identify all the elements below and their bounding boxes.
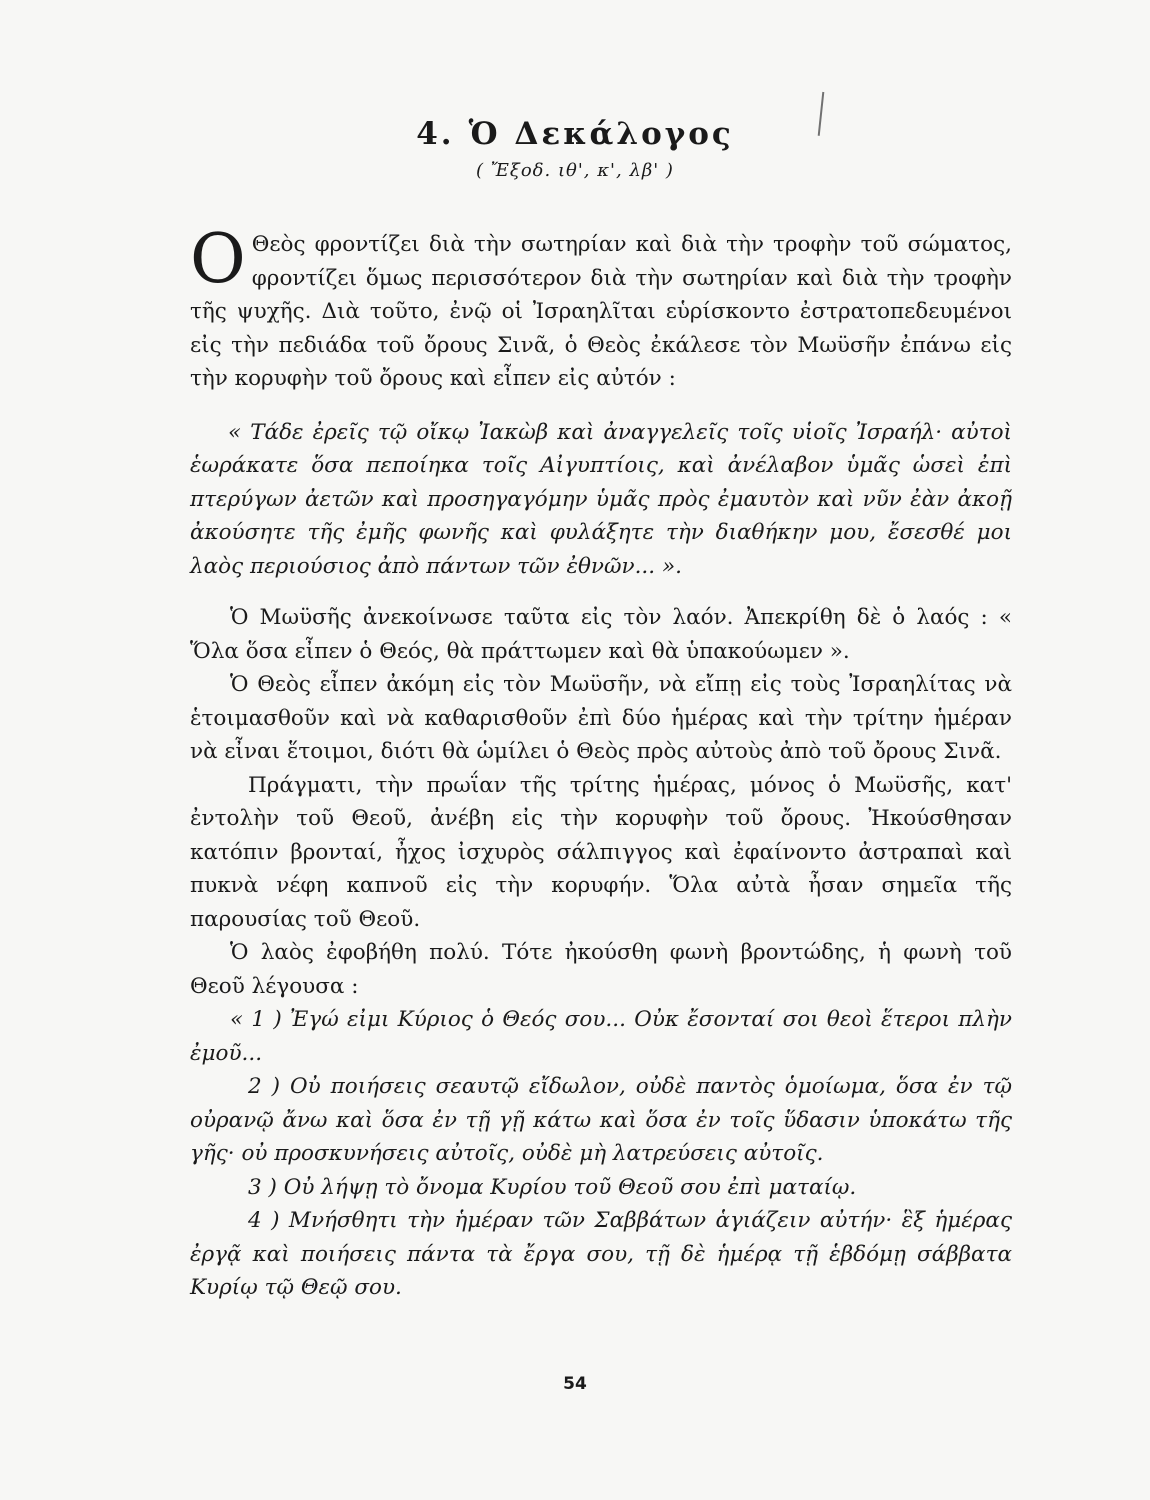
commandment-3: 3 ) Οὐ λήψῃ τὸ ὄνομα Κυρίου τοῦ Θεοῦ σου ἐπὶ ματαίῳ.: [248, 1174, 857, 1200]
paragraph-1: Ὁ Μωϋσῆς ἀνεκοίνωσε ταῦτα εἰς τὸν λαόν. Ἀπεκρίθη δὲ ὁ λαός : « Ὅλα ὅσα εἶπεν ὁ Θεός, θὰ πράττωμεν καὶ θὰ ὑπακούωμεν ».: [190, 605, 1012, 664]
paragraph-4: Ὁ λαὸς ἐφοβήθη πολύ. Τότε ἠκούσθη φωνὴ βροντώδης, ἡ φωνὴ τοῦ Θεοῦ λέγουσα :: [190, 940, 1012, 999]
body-text: [190, 220, 1012, 1305]
chapter-heading: [0, 116, 1150, 152]
drop-cap: Ο: [190, 220, 246, 299]
page-number: 54: [563, 1374, 587, 1394]
chapter-title: Ὁ Δεκάλογος: [468, 116, 734, 152]
paragraph-3: Πράγματι, τὴν πρωΐαν τῆς τρίτης ἡμέρας, μόνος ὁ Μωϋσῆς, κατ' ἐντολὴν τοῦ Θεοῦ, ἀνέβη εἰς τὴν κορυφὴν τοῦ ὄρους. Ἠκούσθησαν κατόπιν βρονταί, ἦχος ἰσχυρὸς σάλπιγγος καὶ ἐφαίνοντο ἀστραπαὶ καὶ πυκνὰ νέφη καπνοῦ εἰς τὴν κορυφήν. Ὅλα αὐτὰ ἦσαν σημεῖα τῆς παρουσίας τοῦ Θεοῦ.: [190, 772, 1012, 932]
commandment-2: 2 ) Οὐ ποιήσεις σεαυτῷ εἴδωλον, οὐδὲ παντὸς ὁμοίωμα, ὅσα ἐν τῷ οὐρανῷ ἄνω καὶ ὅσα ἐν τῇ γῇ κάτω καὶ ὅσα ἐν τοῖς ὕδασιν ὑποκάτω τῆς γῆς· οὐ προσκυνήσεις αὐτοῖς, οὐδὲ μὴ λατρεύσεις αὐτοῖς.: [190, 1074, 1012, 1166]
commandment-4: 4 ) Μνήσθητι τὴν ἡμέραν τῶν Σαββάτων ἁγιάζειν αὐτήν· ἓξ ἡμέρας ἐργᾷ καὶ ποιήσεις πάντα τὰ ἔργα σου, τῇ δὲ ἡμέρᾳ τῇ ἑβδόμῃ σάββατα Κυρίῳ τῷ Θεῷ σου.: [190, 1208, 1012, 1300]
quote-paragraph: « Τάδε ἐρεῖς τῷ οἴκῳ Ἰακὼβ καὶ ἀναγγελεῖς τοῖς υἱοῖς Ἰσραήλ· αὐτοὶ ἑωράκατε ὅσα πεποίηκα τοῖς Αἰγυπτίοις, καὶ ἀνέλαβον ὑμᾶς ὡσεὶ ἐπὶ πτερύγων ἀετῶν καὶ προσηγαγόμην ὑμᾶς πρὸς ἐμαυτὸν καὶ νῦν ἐὰν ἀκοῇ ἀκούσητε τῆς ἐμῆς φωνῆς καὶ φυλάξητε τὴν διαθήκην μου, ἔσεσθέ μοι λαὸς περιούσιος ἀπὸ πάντων τῶν ἐθνῶν... ».: [190, 419, 1012, 579]
intro-text: Θεὸς φροντίζει διὰ τὴν σωτηρίαν καὶ διὰ τὴν τροφὴν τοῦ σώματος, φροντίζει ὅμως περισσότερον διὰ τὴν σωτηρίαν καὶ διὰ τὴν τροφὴν τῆς ψυχῆς. Διὰ τοῦτο, ἐνῷ οἱ Ἰσραηλῖται εὑρίσκοντο ἐστρατοπεδευμένοι εἰς τὴν πεδιάδα τοῦ ὄρους Σινᾶ, ὁ Θεὸς ἐκάλεσε τὸν Μωϋσῆν ἐπάνω εἰς τὴν κορυφὴν τοῦ ὄρους καὶ εἶπεν εἰς αὐτόν :: [190, 232, 1012, 391]
commandment-1: « 1 ) Ἐγώ εἰμι Κύριος ὁ Θεός σου... Οὐκ ἔσονταί σοι θεοὶ ἕτεροι πλὴν ἐμοῦ...: [190, 1007, 1012, 1066]
scripture-reference: ( Ἔξοδ. ιθ', κ', λβ' ): [476, 160, 674, 181]
intro-paragraph: [190, 220, 1012, 396]
paragraph-2: Ὁ Θεὸς εἶπεν ἀκόμη εἰς τὸν Μωϋσῆν, νὰ εἴπῃ εἰς τοὺς Ἰσραηλίτας νὰ ἑτοιμασθοῦν καὶ νὰ καθαρισθοῦν ἐπὶ δύο ἡμέρας καὶ τὴν τρίτην ἡμέραν νὰ εἶναι ἕτοιμοι, διότι θὰ ὡμίλει ὁ Θεὸς πρὸς αὐτοὺς ἀπὸ τοῦ ὄρους Σινᾶ.: [190, 672, 1012, 764]
chapter-number: 4.: [416, 116, 455, 152]
